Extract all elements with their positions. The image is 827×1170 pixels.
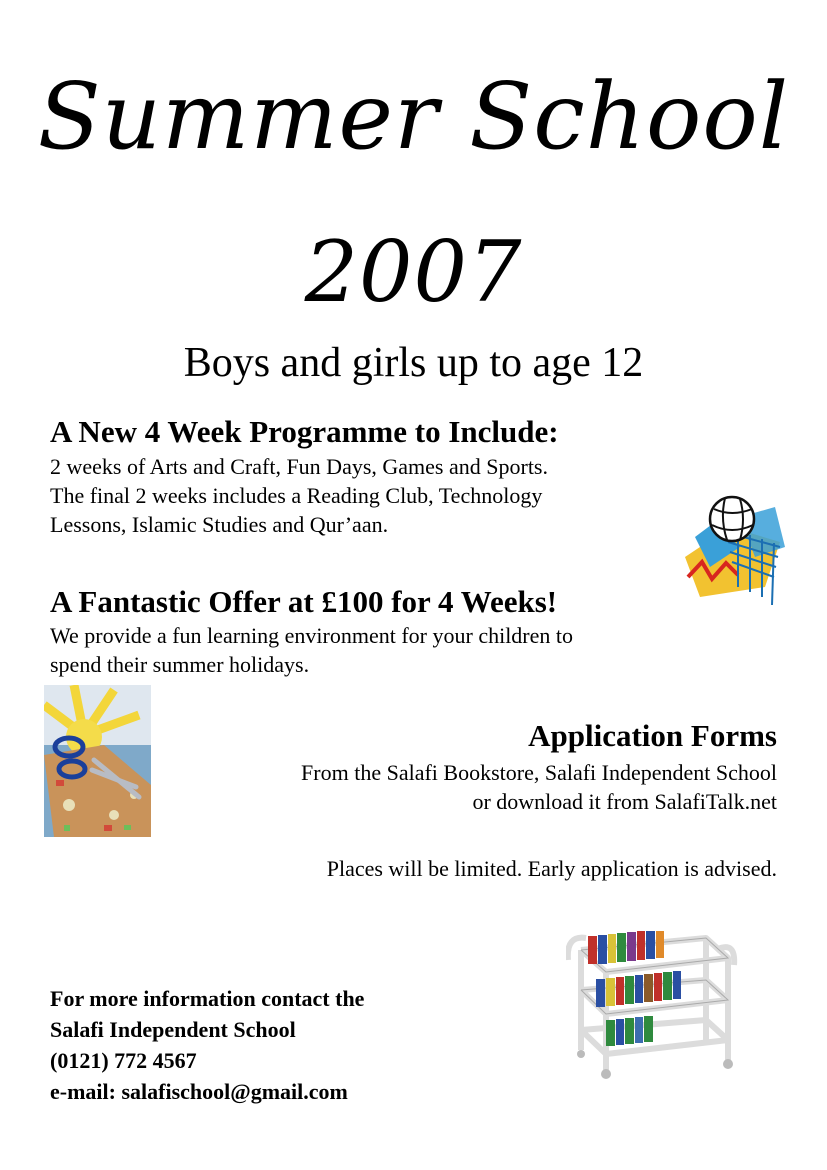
offer-description — [50, 621, 750, 679]
title-line-2: 2007 — [304, 223, 523, 321]
contact-block — [50, 983, 364, 1107]
subtitle: Boys and girls up to age 12 — [183, 340, 644, 386]
offer-heading: A Fantastic Offer at £100 for 4 Weeks! — [50, 584, 558, 619]
contact-school: Salafi Independent School — [50, 1017, 296, 1042]
book-trolley-clipart-icon — [566, 930, 738, 1080]
scissors-craft-clipart-icon — [44, 685, 151, 837]
programme-description — [50, 452, 690, 539]
programme-heading: A New 4 Week Programme to Include: — [50, 414, 559, 449]
application-description — [157, 758, 777, 816]
places-notice: Places will be limited. Early application is advised. — [326, 856, 777, 881]
application-line: or download it from SalafiTalk.net — [472, 789, 777, 814]
application-line: From the Salafi Bookstore, Salafi Independent School — [301, 760, 777, 785]
offer-line: spend their summer holidays. — [50, 652, 310, 677]
contact-phone: (0121) 772 4567 — [50, 1048, 197, 1073]
title-line-1: Summer School — [37, 63, 790, 170]
application-heading: Application Forms — [528, 718, 777, 753]
programme-line: The final 2 weeks includes a Reading Club, Technology — [50, 483, 543, 508]
contact-email: e-mail: salafischool@gmail.com — [50, 1079, 348, 1104]
programme-line: Lessons, Islamic Studies and Qur’aan. — [50, 512, 389, 537]
programme-line: 2 weeks of Arts and Craft, Fun Days, Games and Sports. — [50, 454, 548, 479]
volleyball-clipart-icon — [680, 487, 790, 612]
contact-intro: For more information contact the — [50, 986, 365, 1011]
offer-line: We provide a fun learning environment for your children to — [50, 623, 574, 648]
